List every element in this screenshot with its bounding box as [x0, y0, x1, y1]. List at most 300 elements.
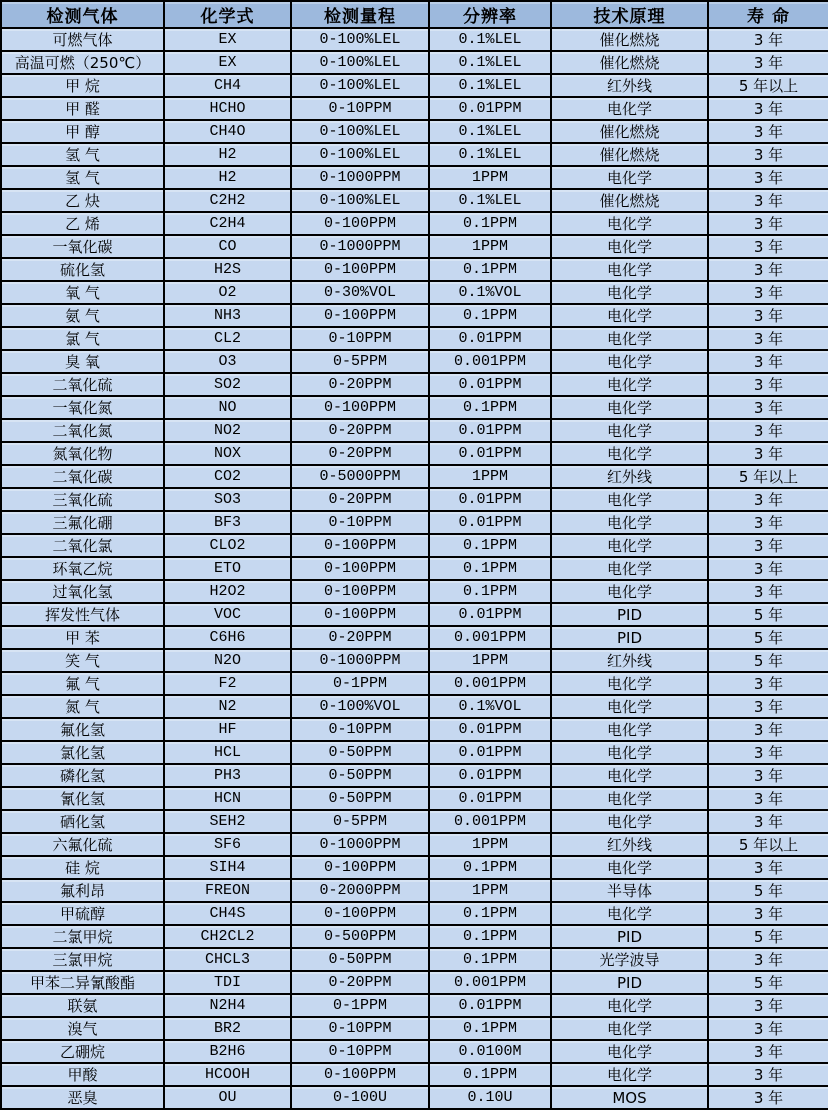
cell-gas: 氢 气	[1, 166, 164, 189]
cell-lifespan: 3 年	[708, 1063, 828, 1086]
cell-gas: 过氧化氢	[1, 580, 164, 603]
cell-lifespan: 3 年	[708, 787, 828, 810]
cell-range: 0-1PPM	[291, 672, 429, 695]
column-header-formula: 化学式	[164, 1, 291, 28]
table-row	[1, 948, 828, 971]
table-row	[1, 971, 828, 994]
cell-resolution: 0.01PPM	[429, 488, 551, 511]
cell-lifespan: 3 年	[708, 741, 828, 764]
cell-range: 0-50PPM	[291, 741, 429, 764]
cell-formula: CO	[164, 235, 291, 258]
table-row	[1, 235, 828, 258]
cell-lifespan: 3 年	[708, 1017, 828, 1040]
cell-principle: 电化学	[551, 1063, 708, 1086]
cell-principle: 电化学	[551, 327, 708, 350]
cell-lifespan: 3 年	[708, 534, 828, 557]
table-row	[1, 258, 828, 281]
cell-formula: CH2CL2	[164, 925, 291, 948]
table-row	[1, 1063, 828, 1086]
cell-lifespan: 3 年	[708, 557, 828, 580]
cell-principle: 电化学	[551, 258, 708, 281]
cell-resolution: 0.1PPM	[429, 925, 551, 948]
cell-formula: CL2	[164, 327, 291, 350]
cell-gas: 二氧化氯	[1, 534, 164, 557]
cell-range: 0-100PPM	[291, 304, 429, 327]
cell-formula: NO	[164, 396, 291, 419]
cell-principle: 电化学	[551, 534, 708, 557]
table-row	[1, 626, 828, 649]
cell-principle: 红外线	[551, 833, 708, 856]
cell-range: 0-500PPM	[291, 925, 429, 948]
table-row	[1, 442, 828, 465]
cell-resolution: 0.01PPM	[429, 419, 551, 442]
cell-principle: 催化燃烧	[551, 143, 708, 166]
cell-resolution: 0.01PPM	[429, 718, 551, 741]
cell-principle: 电化学	[551, 810, 708, 833]
cell-gas: 恶臭	[1, 1086, 164, 1109]
cell-principle: 红外线	[551, 465, 708, 488]
cell-lifespan: 3 年	[708, 994, 828, 1017]
cell-range: 0-1000PPM	[291, 166, 429, 189]
cell-formula: C6H6	[164, 626, 291, 649]
cell-lifespan: 3 年	[708, 97, 828, 120]
cell-gas: 高温可燃（250℃）	[1, 51, 164, 74]
table-header	[1, 1, 828, 28]
cell-gas: 挥发性气体	[1, 603, 164, 626]
cell-range: 0-5PPM	[291, 350, 429, 373]
cell-lifespan: 3 年	[708, 304, 828, 327]
table-row	[1, 465, 828, 488]
table-row	[1, 189, 828, 212]
column-header-principle: 技术原理	[551, 1, 708, 28]
cell-principle: 电化学	[551, 787, 708, 810]
table-row	[1, 1086, 828, 1109]
cell-formula: SO2	[164, 373, 291, 396]
cell-principle: 电化学	[551, 212, 708, 235]
cell-resolution: 0.1PPM	[429, 948, 551, 971]
cell-gas: 溴气	[1, 1017, 164, 1040]
cell-principle: 电化学	[551, 718, 708, 741]
cell-principle: 电化学	[551, 1040, 708, 1063]
cell-range: 0-100PPM	[291, 534, 429, 557]
cell-formula: BF3	[164, 511, 291, 534]
cell-lifespan: 3 年	[708, 672, 828, 695]
cell-formula: SIH4	[164, 856, 291, 879]
cell-gas: 甲 烷	[1, 74, 164, 97]
cell-formula: B2H6	[164, 1040, 291, 1063]
cell-range: 0-100%LEL	[291, 74, 429, 97]
cell-lifespan: 3 年	[708, 235, 828, 258]
cell-formula: SF6	[164, 833, 291, 856]
cell-principle: 电化学	[551, 580, 708, 603]
cell-range: 0-1000PPM	[291, 235, 429, 258]
cell-gas: 氰化氢	[1, 787, 164, 810]
table-row	[1, 419, 828, 442]
cell-range: 0-100PPM	[291, 212, 429, 235]
cell-gas: 甲酸	[1, 1063, 164, 1086]
cell-principle: 电化学	[551, 97, 708, 120]
cell-formula: FREON	[164, 879, 291, 902]
cell-resolution: 0.1PPM	[429, 212, 551, 235]
cell-gas: 氮 气	[1, 695, 164, 718]
cell-principle: 电化学	[551, 166, 708, 189]
table-row	[1, 787, 828, 810]
cell-resolution: 0.01PPM	[429, 97, 551, 120]
table-row	[1, 925, 828, 948]
cell-principle: 光学波导	[551, 948, 708, 971]
cell-lifespan: 3 年	[708, 166, 828, 189]
cell-lifespan: 5 年	[708, 626, 828, 649]
cell-lifespan: 5 年以上	[708, 833, 828, 856]
cell-formula: HCL	[164, 741, 291, 764]
cell-principle: 电化学	[551, 764, 708, 787]
cell-lifespan: 3 年	[708, 281, 828, 304]
table-row	[1, 166, 828, 189]
table-row	[1, 994, 828, 1017]
cell-gas: 氧 气	[1, 281, 164, 304]
table-row	[1, 902, 828, 925]
cell-gas: 甲硫醇	[1, 902, 164, 925]
cell-principle: 电化学	[551, 672, 708, 695]
cell-range: 0-100%LEL	[291, 28, 429, 51]
table-row	[1, 1017, 828, 1040]
table-row	[1, 603, 828, 626]
cell-resolution: 0.01PPM	[429, 994, 551, 1017]
cell-lifespan: 3 年	[708, 120, 828, 143]
cell-formula: BR2	[164, 1017, 291, 1040]
cell-gas: 硅 烷	[1, 856, 164, 879]
table-row	[1, 74, 828, 97]
table-row	[1, 304, 828, 327]
cell-gas: 三氯甲烷	[1, 948, 164, 971]
cell-lifespan: 3 年	[708, 327, 828, 350]
cell-resolution: 0.1%VOL	[429, 281, 551, 304]
cell-range: 0-100%LEL	[291, 120, 429, 143]
cell-gas: 甲 苯	[1, 626, 164, 649]
cell-gas: 氯化氢	[1, 741, 164, 764]
cell-resolution: 0.1%LEL	[429, 120, 551, 143]
table-row	[1, 97, 828, 120]
column-header-lifespan: 寿 命	[708, 1, 828, 28]
cell-lifespan: 3 年	[708, 350, 828, 373]
cell-range: 0-100PPM	[291, 902, 429, 925]
cell-range: 0-10PPM	[291, 327, 429, 350]
cell-lifespan: 3 年	[708, 212, 828, 235]
cell-resolution: 0.01PPM	[429, 373, 551, 396]
cell-formula: H2	[164, 143, 291, 166]
table-row	[1, 281, 828, 304]
cell-resolution: 0.1%LEL	[429, 143, 551, 166]
cell-principle: 电化学	[551, 281, 708, 304]
cell-range: 0-100%LEL	[291, 143, 429, 166]
cell-range: 0-2000PPM	[291, 879, 429, 902]
cell-formula: CH4	[164, 74, 291, 97]
cell-resolution: 0.01PPM	[429, 442, 551, 465]
cell-formula: TDI	[164, 971, 291, 994]
cell-lifespan: 3 年	[708, 488, 828, 511]
cell-gas: 氟利昂	[1, 879, 164, 902]
cell-principle: 电化学	[551, 1017, 708, 1040]
cell-resolution: 0.001PPM	[429, 672, 551, 695]
cell-principle: 电化学	[551, 235, 708, 258]
cell-gas: 甲 醛	[1, 97, 164, 120]
cell-lifespan: 5 年	[708, 971, 828, 994]
cell-lifespan: 5 年以上	[708, 74, 828, 97]
cell-range: 0-20PPM	[291, 442, 429, 465]
cell-formula: HCN	[164, 787, 291, 810]
cell-gas: 甲 醇	[1, 120, 164, 143]
cell-lifespan: 5 年	[708, 925, 828, 948]
cell-principle: 电化学	[551, 695, 708, 718]
cell-principle: 电化学	[551, 442, 708, 465]
cell-lifespan: 3 年	[708, 396, 828, 419]
cell-principle: PID	[551, 603, 708, 626]
table-row	[1, 557, 828, 580]
cell-lifespan: 3 年	[708, 28, 828, 51]
cell-resolution: 0.01PPM	[429, 603, 551, 626]
cell-gas: 六氟化硫	[1, 833, 164, 856]
cell-lifespan: 3 年	[708, 695, 828, 718]
cell-formula: N2O	[164, 649, 291, 672]
cell-resolution: 0.001PPM	[429, 350, 551, 373]
cell-resolution: 0.1PPM	[429, 580, 551, 603]
cell-formula: CH4O	[164, 120, 291, 143]
cell-lifespan: 3 年	[708, 258, 828, 281]
cell-range: 0-100PPM	[291, 557, 429, 580]
cell-lifespan: 3 年	[708, 580, 828, 603]
cell-gas: 可燃气体	[1, 28, 164, 51]
table-row	[1, 672, 828, 695]
cell-principle: 半导体	[551, 879, 708, 902]
cell-range: 0-10PPM	[291, 97, 429, 120]
cell-lifespan: 5 年	[708, 879, 828, 902]
cell-principle: 红外线	[551, 649, 708, 672]
table-row	[1, 396, 828, 419]
cell-range: 0-50PPM	[291, 787, 429, 810]
cell-formula: NH3	[164, 304, 291, 327]
cell-gas: 三氧化硫	[1, 488, 164, 511]
cell-range: 0-50PPM	[291, 948, 429, 971]
cell-principle: PID	[551, 925, 708, 948]
table-row	[1, 488, 828, 511]
cell-principle: 催化燃烧	[551, 51, 708, 74]
table-header-row	[1, 1, 828, 28]
table-row	[1, 143, 828, 166]
cell-resolution: 0.1PPM	[429, 534, 551, 557]
cell-gas: 环氧乙烷	[1, 557, 164, 580]
cell-range: 0-1000PPM	[291, 649, 429, 672]
cell-gas: 一氧化氮	[1, 396, 164, 419]
cell-principle: PID	[551, 626, 708, 649]
cell-lifespan: 3 年	[708, 373, 828, 396]
cell-range: 0-100PPM	[291, 856, 429, 879]
cell-principle: 催化燃烧	[551, 189, 708, 212]
cell-lifespan: 3 年	[708, 51, 828, 74]
cell-resolution: 1PPM	[429, 235, 551, 258]
cell-gas: 乙硼烷	[1, 1040, 164, 1063]
cell-range: 0-1000PPM	[291, 833, 429, 856]
cell-formula: H2S	[164, 258, 291, 281]
cell-principle: 电化学	[551, 373, 708, 396]
column-header-gas: 检测气体	[1, 1, 164, 28]
cell-resolution: 0.01PPM	[429, 511, 551, 534]
cell-range: 0-100PPM	[291, 396, 429, 419]
cell-gas: 乙 炔	[1, 189, 164, 212]
cell-lifespan: 3 年	[708, 948, 828, 971]
table-row	[1, 51, 828, 74]
table-row	[1, 212, 828, 235]
cell-range: 0-100PPM	[291, 580, 429, 603]
table-row	[1, 580, 828, 603]
cell-formula: SEH2	[164, 810, 291, 833]
cell-gas: 氯 气	[1, 327, 164, 350]
cell-principle: PID	[551, 971, 708, 994]
cell-resolution: 0.1PPM	[429, 902, 551, 925]
cell-lifespan: 3 年	[708, 442, 828, 465]
cell-principle: 电化学	[551, 396, 708, 419]
cell-formula: C2H4	[164, 212, 291, 235]
cell-range: 0-30%VOL	[291, 281, 429, 304]
cell-resolution: 0.1PPM	[429, 304, 551, 327]
table-row	[1, 718, 828, 741]
cell-resolution: 0.1%LEL	[429, 28, 551, 51]
cell-resolution: 0.001PPM	[429, 810, 551, 833]
cell-principle: MOS	[551, 1086, 708, 1109]
column-header-range: 检测量程	[291, 1, 429, 28]
cell-resolution: 0.1PPM	[429, 258, 551, 281]
cell-formula: VOC	[164, 603, 291, 626]
cell-principle: 电化学	[551, 419, 708, 442]
cell-range: 0-20PPM	[291, 373, 429, 396]
cell-lifespan: 3 年	[708, 856, 828, 879]
table-row	[1, 327, 828, 350]
cell-formula: N2H4	[164, 994, 291, 1017]
table-row	[1, 879, 828, 902]
table-row	[1, 373, 828, 396]
table-row	[1, 695, 828, 718]
cell-lifespan: 3 年	[708, 718, 828, 741]
column-header-resolution: 分辨率	[429, 1, 551, 28]
cell-gas: 氮氧化物	[1, 442, 164, 465]
cell-range: 0-5PPM	[291, 810, 429, 833]
cell-resolution: 0.1PPM	[429, 557, 551, 580]
cell-resolution: 0.01PPM	[429, 787, 551, 810]
cell-gas: 三氟化硼	[1, 511, 164, 534]
cell-range: 0-5000PPM	[291, 465, 429, 488]
table-row	[1, 856, 828, 879]
cell-resolution: 0.1PPM	[429, 856, 551, 879]
cell-range: 0-1PPM	[291, 994, 429, 1017]
cell-range: 0-100PPM	[291, 603, 429, 626]
cell-range: 0-10PPM	[291, 1040, 429, 1063]
cell-resolution: 0.01PPM	[429, 764, 551, 787]
table-row	[1, 833, 828, 856]
cell-lifespan: 3 年	[708, 902, 828, 925]
cell-range: 0-100PPM	[291, 1063, 429, 1086]
cell-resolution: 1PPM	[429, 166, 551, 189]
cell-lifespan: 3 年	[708, 1040, 828, 1063]
cell-formula: EX	[164, 51, 291, 74]
table-row	[1, 534, 828, 557]
cell-resolution: 0.0100M	[429, 1040, 551, 1063]
cell-gas: 硫化氢	[1, 258, 164, 281]
cell-lifespan: 3 年	[708, 1086, 828, 1109]
cell-formula: H2	[164, 166, 291, 189]
cell-formula: SO3	[164, 488, 291, 511]
cell-gas: 二氯甲烷	[1, 925, 164, 948]
cell-lifespan: 5 年	[708, 649, 828, 672]
cell-range: 0-20PPM	[291, 626, 429, 649]
cell-gas: 二氧化氮	[1, 419, 164, 442]
cell-range: 0-100%LEL	[291, 51, 429, 74]
cell-lifespan: 3 年	[708, 143, 828, 166]
cell-principle: 电化学	[551, 304, 708, 327]
cell-resolution: 0.001PPM	[429, 626, 551, 649]
cell-formula: O2	[164, 281, 291, 304]
table-body	[1, 28, 828, 1109]
cell-range: 0-50PPM	[291, 764, 429, 787]
cell-resolution: 0.1%LEL	[429, 51, 551, 74]
cell-gas: 一氧化碳	[1, 235, 164, 258]
cell-formula: C2H2	[164, 189, 291, 212]
cell-formula: CO2	[164, 465, 291, 488]
cell-lifespan: 3 年	[708, 764, 828, 787]
cell-resolution: 1PPM	[429, 465, 551, 488]
cell-gas: 甲苯二异氰酸酯	[1, 971, 164, 994]
cell-gas: 臭 氧	[1, 350, 164, 373]
cell-gas: 氟化氢	[1, 718, 164, 741]
cell-formula: NO2	[164, 419, 291, 442]
cell-resolution: 0.01PPM	[429, 741, 551, 764]
cell-lifespan: 5 年	[708, 603, 828, 626]
cell-range: 0-20PPM	[291, 419, 429, 442]
cell-resolution: 0.1%LEL	[429, 74, 551, 97]
cell-resolution: 0.1%VOL	[429, 695, 551, 718]
cell-formula: H2O2	[164, 580, 291, 603]
cell-resolution: 0.001PPM	[429, 971, 551, 994]
cell-range: 0-100%LEL	[291, 189, 429, 212]
table-row	[1, 120, 828, 143]
cell-principle: 电化学	[551, 856, 708, 879]
cell-gas: 乙 烯	[1, 212, 164, 235]
cell-principle: 催化燃烧	[551, 120, 708, 143]
cell-gas: 氨 气	[1, 304, 164, 327]
cell-resolution: 1PPM	[429, 879, 551, 902]
cell-formula: F2	[164, 672, 291, 695]
cell-lifespan: 3 年	[708, 511, 828, 534]
cell-range: 0-100PPM	[291, 258, 429, 281]
table-row	[1, 350, 828, 373]
cell-resolution: 0.1PPM	[429, 1063, 551, 1086]
cell-formula: ETO	[164, 557, 291, 580]
table-row	[1, 810, 828, 833]
cell-principle: 催化燃烧	[551, 28, 708, 51]
cell-resolution: 1PPM	[429, 833, 551, 856]
cell-formula: CH4S	[164, 902, 291, 925]
cell-formula: NOX	[164, 442, 291, 465]
table-row	[1, 1040, 828, 1063]
cell-resolution: 0.1PPM	[429, 1017, 551, 1040]
table-row	[1, 28, 828, 51]
cell-lifespan: 3 年	[708, 419, 828, 442]
cell-formula: N2	[164, 695, 291, 718]
cell-lifespan: 3 年	[708, 189, 828, 212]
cell-range: 0-20PPM	[291, 971, 429, 994]
cell-resolution: 0.1%LEL	[429, 189, 551, 212]
cell-gas: 氢 气	[1, 143, 164, 166]
cell-range: 0-100U	[291, 1086, 429, 1109]
cell-range: 0-10PPM	[291, 511, 429, 534]
